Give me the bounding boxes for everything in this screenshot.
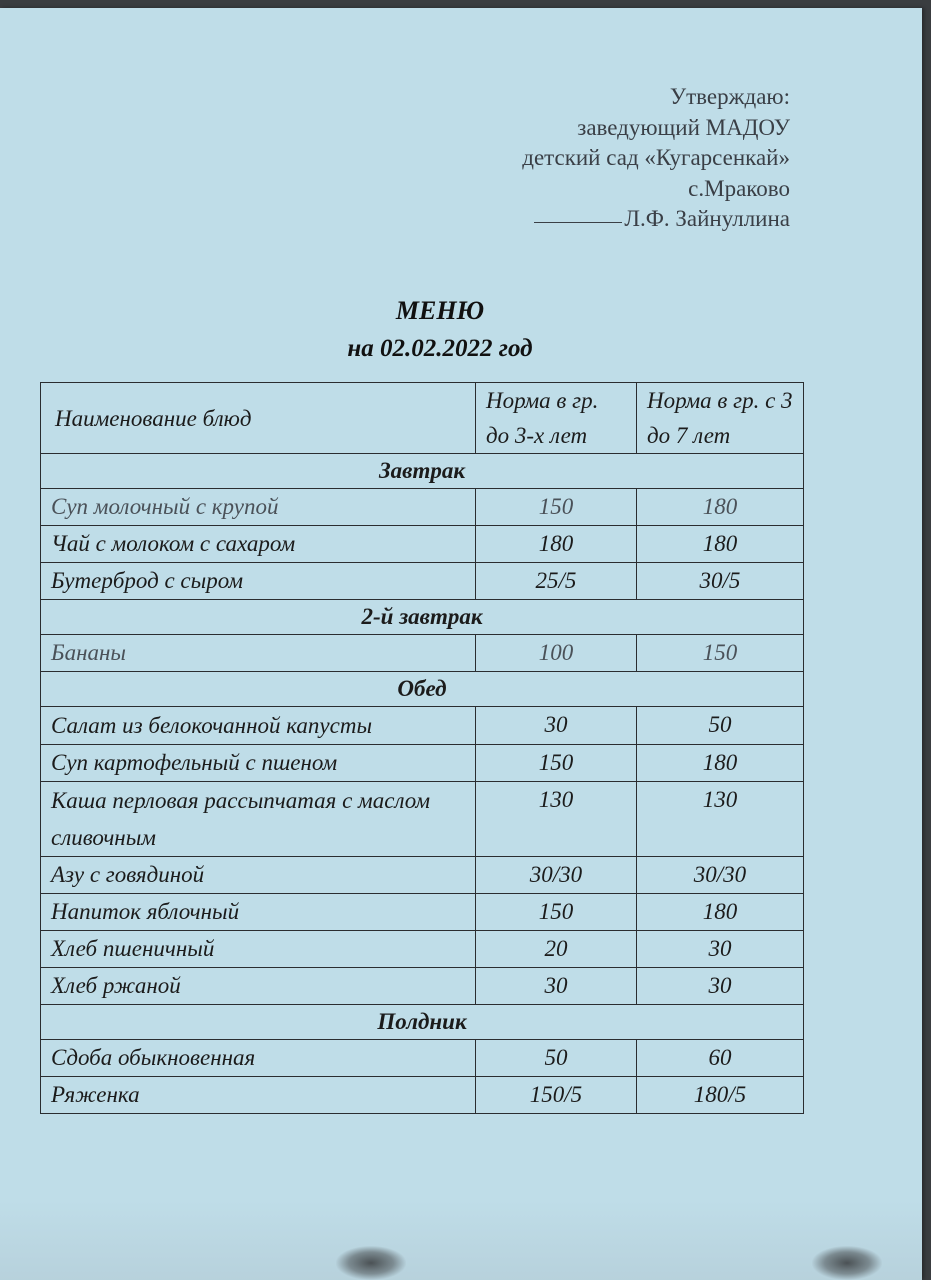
menu-table bbox=[40, 382, 804, 1114]
table-row bbox=[41, 489, 804, 526]
norm-3-to-7: 30 bbox=[637, 931, 804, 968]
dish-name: Бананы bbox=[41, 635, 476, 672]
table-row bbox=[41, 635, 804, 672]
section-title: Завтрак bbox=[41, 454, 804, 489]
norm-under-3: 30/30 bbox=[476, 857, 637, 894]
norm-3-to-7: 30/30 bbox=[637, 857, 804, 894]
table-row bbox=[41, 894, 804, 931]
paper-sheet bbox=[0, 8, 922, 1280]
section-row-lunch bbox=[41, 672, 804, 707]
dish-name: Чай с молоком с сахаром bbox=[41, 526, 476, 563]
norm-3-to-7: 180/5 bbox=[637, 1077, 804, 1114]
table-row bbox=[41, 563, 804, 600]
dish-name: Каша перловая рассыпчатая с маслом сливочным bbox=[41, 782, 476, 857]
section-row-breakfast bbox=[41, 454, 804, 489]
header-norm-under-3: Норма в гр. до 3-х лет bbox=[476, 383, 637, 454]
ink-smudge bbox=[812, 1246, 882, 1280]
norm-under-3: 150 bbox=[476, 489, 637, 526]
dish-name: Хлеб пшеничный bbox=[41, 931, 476, 968]
table-row bbox=[41, 1077, 804, 1114]
table-header-row bbox=[41, 383, 804, 454]
norm-3-to-7: 30 bbox=[637, 968, 804, 1005]
approval-line: Утверждаю: bbox=[669, 84, 790, 109]
norm-3-to-7: 130 bbox=[637, 782, 804, 857]
table-row bbox=[41, 707, 804, 745]
ink-smudge bbox=[336, 1246, 406, 1280]
norm-3-to-7: 150 bbox=[637, 635, 804, 672]
section-row-afternoon-snack bbox=[41, 1005, 804, 1040]
norm-3-to-7: 180 bbox=[637, 745, 804, 782]
norm-under-3: 180 bbox=[476, 526, 637, 563]
norm-3-to-7: 30/5 bbox=[637, 563, 804, 600]
section-title: 2-й завтрак bbox=[41, 600, 804, 635]
approval-signature-row bbox=[522, 204, 790, 235]
norm-under-3: 150/5 bbox=[476, 1077, 637, 1114]
approval-village: с.Мраково bbox=[688, 175, 790, 201]
approval-organization: детский сад «Кугарсенкай» bbox=[522, 145, 790, 170]
menu-date: на 02.02.2022 год bbox=[347, 335, 533, 362]
approval-signatory: Л.Ф. Зайнуллина bbox=[624, 206, 790, 231]
section-row-second-breakfast bbox=[41, 600, 804, 635]
norm-under-3: 30 bbox=[476, 968, 637, 1005]
section-title: Полдник bbox=[41, 1005, 804, 1040]
dish-name: Ряженка bbox=[41, 1077, 476, 1114]
table-row bbox=[41, 857, 804, 894]
norm-under-3: 30 bbox=[476, 707, 637, 745]
table-row bbox=[41, 1040, 804, 1077]
table-row bbox=[41, 745, 804, 782]
norm-3-to-7: 180 bbox=[637, 489, 804, 526]
dish-name: Азу с говядиной bbox=[41, 857, 476, 894]
table-row bbox=[41, 782, 804, 857]
approval-position: заведующий МАДОУ bbox=[577, 114, 790, 140]
norm-3-to-7: 60 bbox=[637, 1040, 804, 1077]
norm-3-to-7: 180 bbox=[637, 894, 804, 931]
dish-name: Напиток яблочный bbox=[41, 894, 476, 931]
norm-under-3: 150 bbox=[476, 745, 637, 782]
table-row bbox=[41, 968, 804, 1005]
norm-under-3: 100 bbox=[476, 635, 637, 672]
norm-under-3: 130 bbox=[476, 782, 637, 857]
norm-3-to-7: 180 bbox=[637, 526, 804, 563]
dish-name: Суп молочный с крупой bbox=[41, 489, 476, 526]
dish-name: Бутерброд с сыром bbox=[41, 563, 476, 600]
signature-line bbox=[534, 222, 622, 223]
dish-name: Хлеб ржаной bbox=[41, 968, 476, 1005]
norm-3-to-7: 50 bbox=[637, 707, 804, 745]
norm-under-3: 20 bbox=[476, 931, 637, 968]
dish-name: Суп картофельный с пшеном bbox=[41, 745, 476, 782]
header-norm-3-to-7: Норма в гр. с 3 до 7 лет bbox=[637, 383, 804, 454]
norm-under-3: 50 bbox=[476, 1040, 637, 1077]
header-dish-name: Наименование блюд bbox=[41, 383, 476, 454]
section-title: Обед bbox=[41, 672, 804, 707]
approval-block bbox=[522, 82, 790, 235]
norm-under-3: 150 bbox=[476, 894, 637, 931]
table-row bbox=[41, 526, 804, 563]
menu-title: МЕНЮ bbox=[395, 296, 485, 325]
dish-name: Сдоба обыкновенная bbox=[41, 1040, 476, 1077]
table-row bbox=[41, 931, 804, 968]
dish-name: Салат из белокочанной капусты bbox=[41, 707, 476, 745]
norm-under-3: 25/5 bbox=[476, 563, 637, 600]
